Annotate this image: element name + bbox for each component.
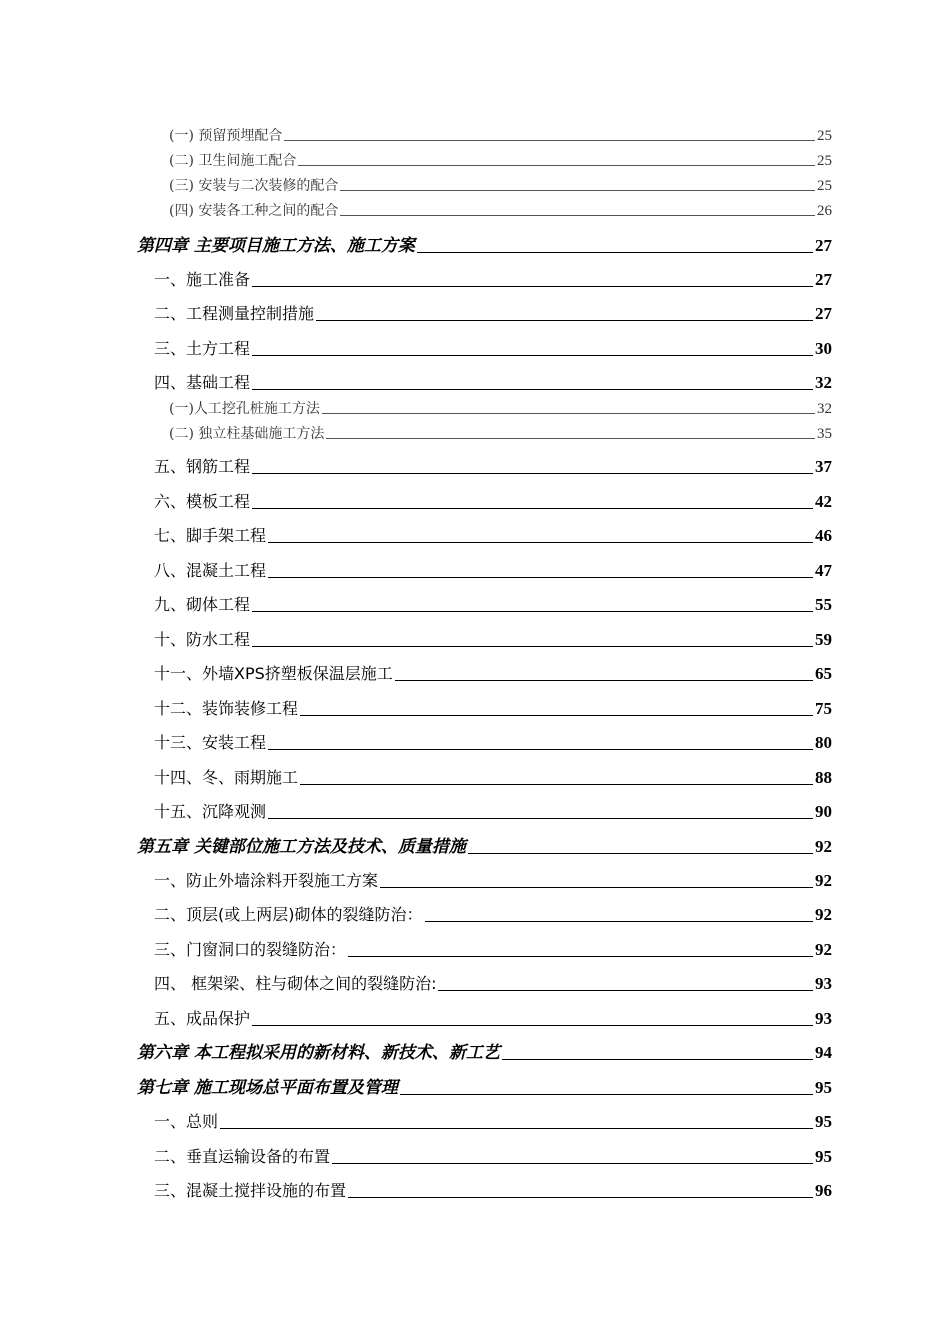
toc-entry-title: (二) 独立柱基础施工方法 — [169, 426, 325, 442]
toc-leader-line — [316, 320, 813, 321]
toc-entry-title: 四、基础工程 — [154, 373, 251, 392]
toc-entry-title: 八、混凝土工程 — [154, 561, 267, 580]
toc-entry[interactable] — [0, 901, 950, 925]
toc-entry-title: 第七章 施工现场总平面布置及管理 — [137, 1078, 398, 1098]
toc-entry-page-number: 35 — [817, 426, 832, 442]
toc-entry[interactable] — [0, 266, 950, 290]
toc-entry-title: 三、土方工程 — [154, 339, 251, 358]
toc-leader-line — [220, 1128, 813, 1129]
toc-entry[interactable] — [0, 175, 950, 195]
toc-entry[interactable] — [0, 798, 950, 822]
toc-leader-line — [340, 215, 815, 216]
toc-entry[interactable] — [0, 970, 950, 994]
toc-entry[interactable] — [0, 1074, 950, 1098]
toc-entry-title: 一、防止外墙涂料开裂施工方案 — [154, 871, 379, 890]
toc-entry-page-number: 37 — [815, 457, 832, 476]
toc-entry-page-number: 25 — [817, 153, 832, 169]
toc-entry-page-number: 42 — [815, 492, 832, 511]
toc-entry-page-number: 25 — [817, 128, 832, 144]
toc-entry[interactable] — [0, 398, 950, 418]
toc-entry-title: 三、门窗洞口的裂缝防治： — [154, 940, 347, 959]
toc-entry-title: 一、施工准备 — [154, 270, 251, 289]
toc-entry-title: 五、成品保护 — [154, 1009, 251, 1028]
toc-entry[interactable] — [0, 453, 950, 477]
toc-entry-title: (一) 预留预埋配合 — [169, 128, 283, 144]
toc-entry[interactable] — [0, 660, 950, 684]
toc-leader-line — [268, 577, 813, 578]
toc-entry-page-number: 27 — [815, 270, 832, 289]
toc-entry-title: 十四、冬、雨期施工 — [154, 768, 299, 787]
toc-leader-line — [298, 165, 815, 166]
toc-entry[interactable] — [0, 1039, 950, 1063]
toc-entry-page-number: 88 — [815, 768, 832, 787]
toc-entry-page-number: 94 — [815, 1043, 832, 1062]
toc-entry[interactable] — [0, 695, 950, 719]
toc-entry-page-number: 90 — [815, 802, 832, 821]
toc-entry[interactable] — [0, 557, 950, 581]
toc-entry-title: 十三、安装工程 — [154, 733, 267, 752]
toc-leader-line — [252, 1025, 813, 1026]
toc-leader-line — [268, 818, 813, 819]
toc-leader-line — [252, 646, 813, 647]
toc-entry[interactable] — [0, 522, 950, 546]
toc-leader-line — [268, 542, 813, 543]
toc-entry-title: 第四章 主要项目施工方法、施工方案 — [137, 236, 415, 256]
toc-leader-line — [395, 680, 813, 681]
toc-leader-line — [252, 508, 813, 509]
toc-entry-title: 二、垂直运输设备的布置 — [154, 1147, 331, 1166]
toc-entry-title: 十一、外墙XPS挤塑板保温层施工 — [154, 664, 393, 683]
toc-entry-page-number: 75 — [815, 699, 832, 718]
toc-entry-title: 十二、装饰装修工程 — [154, 699, 299, 718]
toc-leader-line — [425, 921, 814, 922]
toc-leader-line — [438, 990, 813, 991]
toc-leader-line — [252, 355, 813, 356]
toc-entry-page-number: 27 — [815, 304, 832, 323]
toc-leader-line — [300, 715, 813, 716]
toc-entry-page-number: 59 — [815, 630, 832, 649]
toc-entry[interactable] — [0, 936, 950, 960]
toc-entry-page-number: 92 — [815, 871, 832, 890]
toc-entry-page-number: 95 — [815, 1147, 832, 1166]
toc-leader-line — [340, 190, 815, 191]
toc-leader-line — [252, 389, 813, 390]
toc-leader-line — [417, 252, 813, 253]
toc-entry-title: 六、模板工程 — [154, 492, 251, 511]
toc-leader-line — [322, 413, 815, 414]
toc-leader-line — [468, 853, 813, 854]
toc-entry-title: 三、混凝土搅拌设施的布置 — [154, 1181, 347, 1200]
toc-leader-line — [284, 140, 815, 141]
toc-entry-page-number: 55 — [815, 595, 832, 614]
toc-leader-line — [252, 473, 813, 474]
toc-entry-page-number: 80 — [815, 733, 832, 752]
toc-entry-page-number: 65 — [815, 664, 832, 683]
toc-entry[interactable] — [0, 150, 950, 170]
toc-entry-page-number: 30 — [815, 339, 832, 358]
toc-entry-page-number: 26 — [817, 203, 832, 219]
toc-entry-page-number: 92 — [815, 837, 832, 856]
toc-entry-page-number: 47 — [815, 561, 832, 580]
toc-entry[interactable] — [0, 488, 950, 512]
toc-entry[interactable] — [0, 300, 950, 324]
toc-leader-line — [348, 1197, 813, 1198]
toc-entry-page-number: 25 — [817, 178, 832, 194]
toc-entry-title: 四、 框架梁、柱与砌体之间的裂缝防治: — [154, 974, 437, 993]
toc-leader-line — [400, 1094, 813, 1095]
toc-leader-line — [502, 1059, 813, 1060]
toc-entry-page-number: 93 — [815, 1009, 832, 1028]
toc-entry[interactable] — [0, 335, 950, 359]
toc-entry-page-number: 46 — [815, 526, 832, 545]
toc-entry-title: (一)人工挖孔桩施工方法 — [169, 401, 320, 417]
toc-entry-title: 七、脚手架工程 — [154, 526, 267, 545]
toc-entry-title: (三) 安装与二次装修的配合 — [169, 178, 339, 194]
toc-entry-title: 九、砌体工程 — [154, 595, 251, 614]
toc-entry[interactable] — [0, 1005, 950, 1029]
toc-entry[interactable] — [0, 200, 950, 220]
toc-entry-page-number: 92 — [815, 905, 832, 924]
toc-entry-page-number: 27 — [815, 236, 832, 255]
toc-entry[interactable] — [0, 591, 950, 615]
toc-leader-line — [300, 784, 813, 785]
toc-entry-title: (四) 安装各工种之间的配合 — [169, 203, 339, 219]
toc-leader-line — [380, 887, 813, 888]
toc-leader-line — [268, 749, 813, 750]
toc-entry-page-number: 92 — [815, 940, 832, 959]
toc-entry[interactable] — [0, 764, 950, 788]
toc-entry-title: (二) 卫生间施工配合 — [169, 153, 297, 169]
toc-entry-title: 二、工程测量控制措施 — [154, 304, 315, 323]
toc-entry[interactable] — [0, 369, 950, 393]
toc-entry-page-number: 95 — [815, 1112, 832, 1131]
toc-entry-page-number: 96 — [815, 1181, 832, 1200]
toc-entry-title: 十五、沉降观测 — [154, 802, 267, 821]
toc-entry[interactable] — [0, 729, 950, 753]
toc-entry[interactable] — [0, 232, 950, 256]
toc-entry[interactable] — [0, 125, 950, 145]
toc-entry-title: 一、总则 — [154, 1112, 219, 1131]
toc-entry-title: 五、钢筋工程 — [154, 457, 251, 476]
toc-entry-title: 第六章 本工程拟采用的新材料、新技术、新工艺 — [137, 1043, 500, 1063]
toc-entry[interactable] — [0, 423, 950, 443]
toc-entry[interactable] — [0, 626, 950, 650]
toc-entry-page-number: 95 — [815, 1078, 832, 1097]
toc-entry-title: 第五章 关键部位施工方法及技术、质量措施 — [137, 837, 466, 857]
toc-entry[interactable] — [0, 1177, 950, 1201]
toc-entry-title: 二、顶层(或上两层)砌体的裂缝防治： — [154, 905, 423, 924]
toc-leader-line — [326, 438, 815, 439]
toc-entry[interactable] — [0, 1143, 950, 1167]
toc-entry[interactable] — [0, 867, 950, 891]
toc-entry[interactable] — [0, 833, 950, 857]
toc-leader-line — [252, 611, 813, 612]
toc-entry-page-number: 32 — [815, 373, 832, 392]
toc-leader-line — [252, 286, 813, 287]
toc-entry-title: 十、防水工程 — [154, 630, 251, 649]
toc-entry[interactable] — [0, 1108, 950, 1132]
toc-entry-page-number: 32 — [817, 401, 832, 417]
toc-entry-page-number: 93 — [815, 974, 832, 993]
toc-leader-line — [332, 1163, 813, 1164]
toc-leader-line — [348, 956, 813, 957]
